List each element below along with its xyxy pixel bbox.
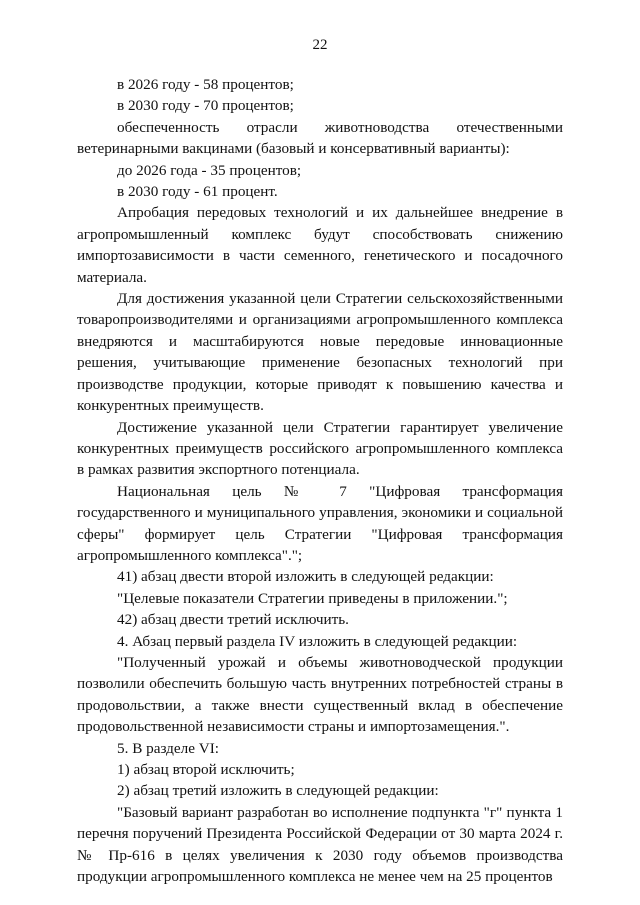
- paragraph: "Базовый вариант разработан во исполнение подпункта "г" пункта 1 перечня поручений Президента Российской Федерации от 30 марта 2024 г. № Пр-616 в целях увеличения к 2030 году объемов производства продукции агропромышленного комплекса не менее чем на 25 процентов: [77, 803, 563, 886]
- paragraph: 42) абзац двести третий исключить.: [117, 611, 349, 629]
- paragraph: 5. В разделе VI:: [117, 739, 220, 757]
- page-number: 22: [312, 37, 328, 53]
- paragraph: в 2026 году - 58 процентов;: [117, 76, 294, 93]
- paragraph: до 2026 года - 35 процентов;: [117, 161, 302, 179]
- paragraph: в 2030 году - 61 процент.: [117, 183, 278, 201]
- paragraph: Апробация передовых технологий и их дальнейшее внедрение в агропромышленный комплекс будут способствовать снижению импортозависимости в части семенного, генетического и посадочного материала.: [77, 204, 563, 286]
- paragraph: Достижение указанной цели Стратегии гарантирует увеличение конкурентных преимуществ российского агропромышленного комплекса в рамках развития экспортного потенциала.: [77, 418, 563, 479]
- paragraph: 41) абзац двести второй изложить в следующей редакции:: [117, 568, 494, 586]
- paragraph: обеспеченность отрасли животноводства отечественными ветеринарными вакцинами (базовый и консервативный варианты):: [77, 118, 563, 158]
- document-body: [77, 74, 563, 887]
- paragraph: 4. Абзац первый раздела IV изложить в следующей редакции:: [117, 632, 518, 650]
- paragraph: "Целевые показатели Стратегии приведены в приложении.";: [117, 589, 508, 607]
- paragraph: 2) абзац третий изложить в следующей редакции:: [117, 782, 439, 800]
- paragraph: Для достижения указанной цели Стратегии сельскохозяйственными товаропроизводителями и организациями агропромышленного комплекса внедряются и масштабируются новые передовые инновационные решения, учитывающие применение безопасных технологий при производстве продукции, которые приводят к повышению качества и конкурентных преимуществ.: [77, 290, 563, 415]
- paragraph: Национальная цель № 7 "Цифровая трансформация государственного и муниципального управления, экономики и социальной сферы" формирует цель Стратегии "Цифровая трансформация агропромышленного комплекса".";: [77, 482, 563, 564]
- paragraph: 1) абзац второй исключить;: [117, 761, 295, 778]
- paragraph: в 2030 году - 70 процентов;: [117, 97, 294, 115]
- paragraph: "Полученный урожай и объемы животноводческой продукции позволили обеспечить большую часть внутренних потребностей страны в продовольствии, а также внести существенный вклад в обеспечение продовольственной независимости страны и импортозамещения.".: [77, 653, 563, 736]
